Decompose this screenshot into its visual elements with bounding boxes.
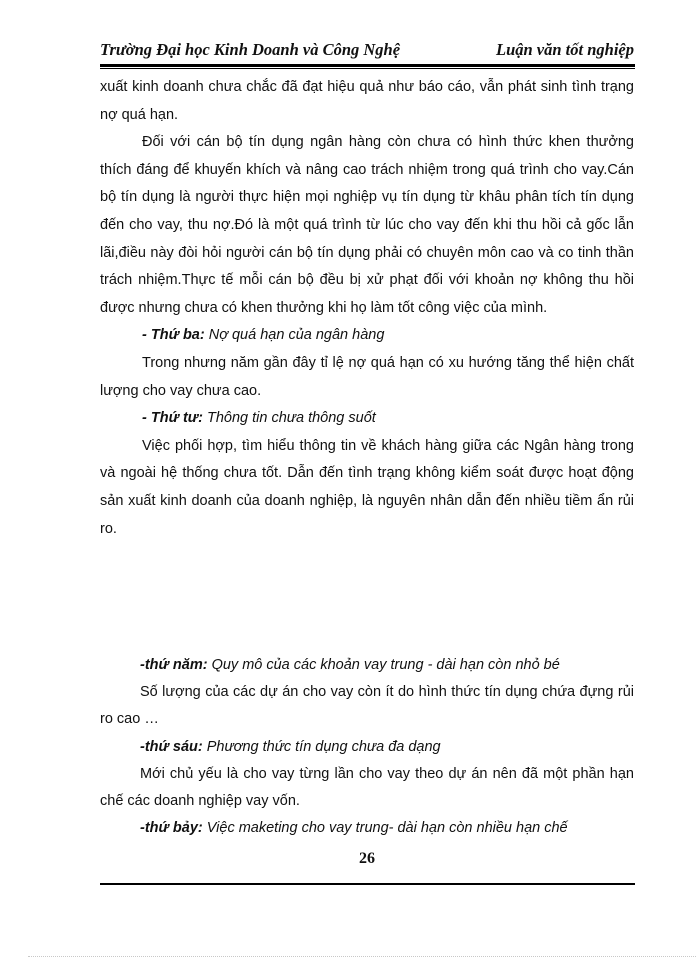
heading-label: - Thứ tư:	[142, 410, 203, 427]
heading-label: - Thứ ba:	[142, 327, 205, 344]
section-heading	[100, 652, 634, 679]
heading-text: Quy mô của các khoản vay trung - dài hạn còn nhỏ bé	[207, 657, 560, 673]
section-heading	[100, 815, 634, 842]
heading-text: Thông tin chưa thông suốt	[202, 410, 376, 427]
page-edge-divider	[28, 956, 696, 957]
section-heading	[100, 322, 634, 350]
header-rule	[100, 64, 635, 67]
heading-text: Nợ quá hạn của ngân hàng	[204, 327, 385, 344]
heading-label: -thứ bảy:	[140, 820, 203, 837]
page-number: 26	[359, 850, 375, 867]
upper-body	[100, 74, 634, 543]
lower-body	[100, 652, 634, 842]
section-heading	[100, 405, 634, 433]
paragraph: Số lượng của các dự án cho vay còn ít do hình thức tín dụng chứa đựng rủi ro cao …	[100, 684, 634, 728]
paragraph: Mới chủ yếu là cho vay từng lần cho vay theo dự án nên đã một phần hạn chế các doanh nghiệp vay vốn.	[100, 765, 634, 810]
header-document-type: Luận văn tốt nghiệp	[496, 40, 634, 59]
footer-rule	[100, 883, 635, 885]
heading-text: Việc maketing cho vay trung- dài hạn còn nhiều hạn chế	[202, 820, 568, 837]
header-rule-thin	[100, 68, 635, 69]
header-school-name: Trường Đại học Kinh Doanh và Công Nghệ	[100, 40, 401, 59]
heading-label: -thứ năm:	[140, 657, 208, 673]
paragraph: xuất kinh doanh chưa chắc đã đạt hiệu quả như báo cáo, vẫn phát sinh tình trạng nợ quá hạn.	[100, 79, 634, 123]
heading-label: -thứ sáu:	[140, 738, 203, 755]
heading-text: Phương thức tín dụng chưa đa dạng	[202, 738, 441, 755]
paragraph: Việc phối hợp, tìm hiểu thông tin về khách hàng giữa các Ngân hàng trong và ngoài hệ thống chưa tốt. Dẫn đến tình trạng không kiểm soát được hoạt động sản xuất kinh doanh của doanh nghiệp, là nguyên nhân dẫn đến nhiều tiềm ẩn rủi ro.	[100, 437, 634, 537]
paragraph: Trong nhưng năm gần đây tỉ lệ nợ quá hạn có xu hướng tăng thể hiện chất lượng cho vay chưa cao.	[100, 354, 634, 399]
section-heading	[100, 734, 634, 761]
page-header	[100, 40, 634, 60]
paragraph: Đối với cán bộ tín dụng ngân hàng còn chưa có hình thức khen thưởng thích đáng để khuyến khích và nâng cao trách nhiệm trong quá trình cho vay.Cán bộ tín dụng là người thực hiện mọi nghiệp vụ tín dụng từ khâu phân tích tín dụng đến cho vay, thu nợ.Đó là một quá trình từ lúc cho vay đến khi thu hồi cả gốc lẫn lãi,điều này đòi hỏi người cán bộ tín dụng phải có chuyên môn cao và co tinh thần trách nhiệm.Thực tế mỗi cán bộ đều bị xử phạt đối với khoản nợ không thu hồi được nhưng chưa có khen thưởng khi họ làm tốt công việc của mình.	[100, 134, 634, 316]
